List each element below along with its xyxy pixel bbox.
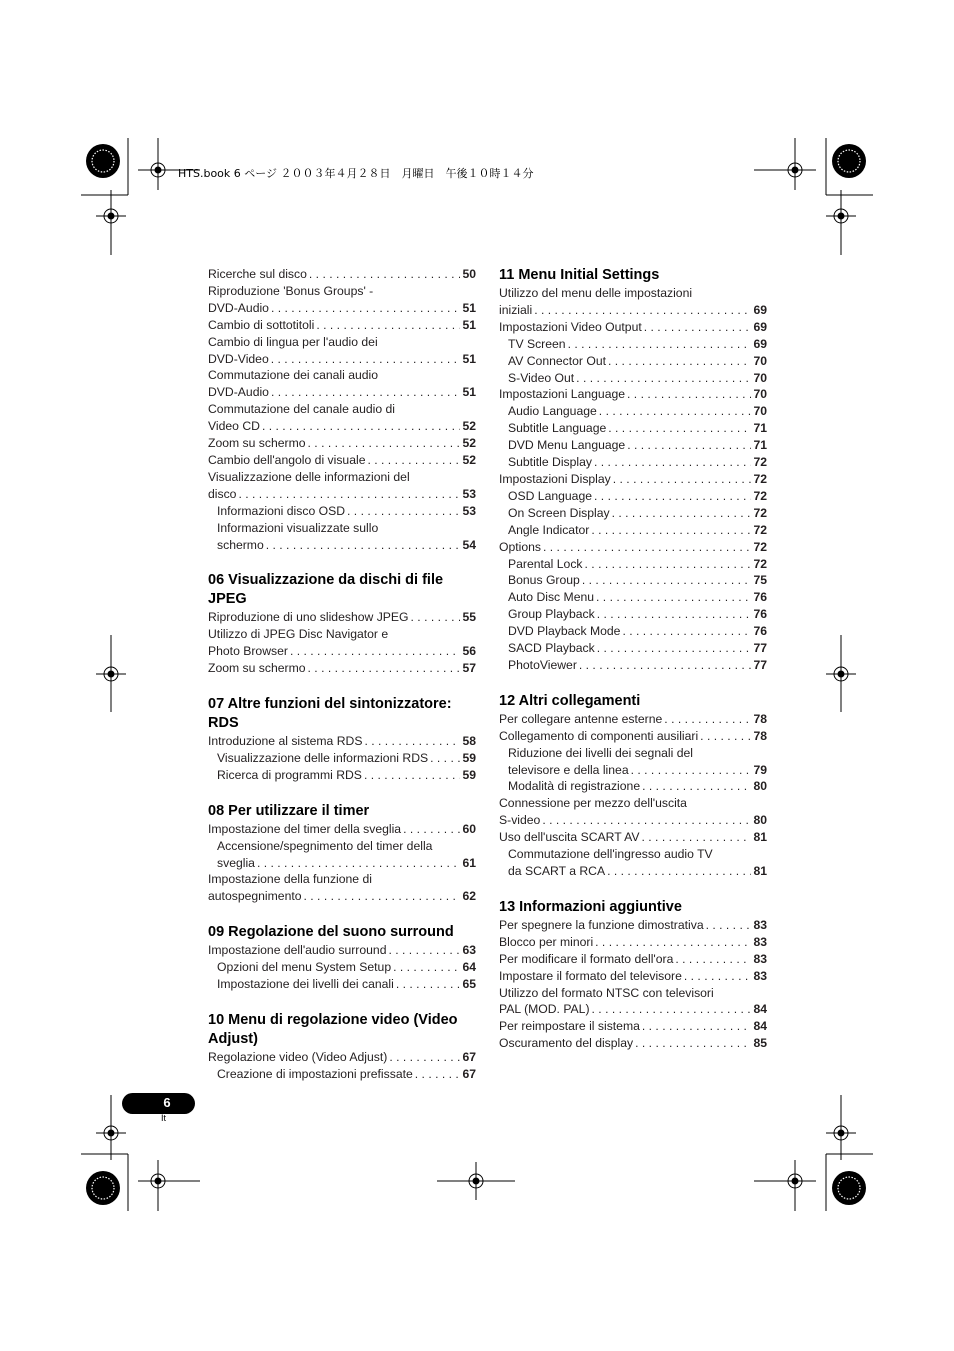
toc-entry-title: PhotoViewer bbox=[508, 657, 577, 672]
toc-entry[interactable] bbox=[208, 609, 476, 626]
toc-entry-line: Riduzione dei livelli dei segnali del bbox=[508, 745, 693, 760]
toc-entry-line: Connessione per mezzo dell'uscita bbox=[499, 796, 687, 811]
toc-entry-title: Cambio di sottotitoli bbox=[208, 317, 315, 332]
toc-entry-title: PAL (MOD. PAL) bbox=[499, 1002, 590, 1017]
section-heading: 13 Informazioni aggiuntive bbox=[499, 898, 682, 915]
toc-entry-title: Riproduzione di uno slideshow JPEG bbox=[208, 610, 409, 625]
toc-page-number: 79 bbox=[753, 762, 767, 777]
dot-leader bbox=[582, 572, 752, 589]
toc-entry[interactable] bbox=[499, 488, 767, 505]
toc-entry[interactable] bbox=[499, 319, 767, 336]
toc-section bbox=[208, 1011, 476, 1083]
registration-starburst-icon bbox=[832, 144, 866, 178]
toc-page-number: 70 bbox=[753, 387, 767, 402]
toc-section bbox=[499, 266, 767, 674]
dot-leader bbox=[308, 660, 461, 677]
toc-entry[interactable] bbox=[499, 386, 767, 403]
dot-leader bbox=[644, 319, 752, 336]
toc-entry[interactable] bbox=[499, 522, 767, 539]
dot-leader bbox=[594, 488, 751, 505]
toc-entry[interactable] bbox=[208, 418, 476, 435]
toc-page-number: 59 bbox=[462, 750, 476, 765]
toc-page-number: 55 bbox=[462, 610, 476, 625]
toc-entry-title: Per reimpostare il sistema bbox=[499, 1019, 640, 1034]
toc-page-number: 65 bbox=[462, 977, 476, 992]
toc-entry-title: Video CD bbox=[208, 419, 260, 434]
toc-right-column bbox=[499, 266, 767, 1052]
toc-page-number: 83 bbox=[753, 968, 767, 983]
dot-leader bbox=[304, 888, 461, 905]
dot-leader bbox=[396, 976, 461, 993]
toc-entry-title: Options bbox=[499, 539, 542, 554]
toc-page-number: 77 bbox=[753, 657, 767, 672]
toc-entry-title: DVD-Audio bbox=[208, 385, 269, 400]
toc-entry[interactable] bbox=[208, 767, 476, 784]
dot-leader bbox=[597, 640, 752, 657]
toc-entry-title: Auto Disc Menu bbox=[508, 590, 595, 605]
page-language: It bbox=[161, 1113, 167, 1123]
toc-page-number: 80 bbox=[753, 779, 767, 794]
toc-entry-title: Zoom su schermo bbox=[208, 436, 306, 451]
toc-entry[interactable] bbox=[499, 302, 767, 319]
toc-entry-title: Bonus Group bbox=[508, 573, 580, 588]
toc-page-number: 67 bbox=[462, 1066, 476, 1081]
dot-leader bbox=[347, 503, 460, 520]
toc-page-number: 72 bbox=[753, 471, 767, 486]
toc-section bbox=[208, 266, 476, 553]
toc-page-number: 80 bbox=[753, 813, 767, 828]
toc-page-number: 54 bbox=[462, 537, 476, 552]
toc-page-number: 78 bbox=[753, 728, 767, 743]
toc-entry[interactable] bbox=[499, 762, 767, 779]
dot-leader bbox=[635, 1035, 751, 1052]
toc-page-number: 67 bbox=[462, 1050, 476, 1064]
toc-entry[interactable] bbox=[499, 454, 767, 471]
dot-leader bbox=[664, 711, 751, 728]
toc-entry-title: DVD-Video bbox=[208, 351, 269, 366]
toc-entry-title: iniziali bbox=[499, 302, 533, 317]
toc-entry[interactable] bbox=[499, 812, 767, 829]
dot-leader bbox=[591, 522, 751, 539]
toc-page-number: 69 bbox=[753, 319, 767, 334]
toc-entry-line: Utilizzo di JPEG Disc Navigator e bbox=[208, 627, 389, 642]
toc-entry[interactable] bbox=[208, 452, 476, 469]
toc-page-number: 72 bbox=[753, 488, 767, 503]
dot-leader bbox=[631, 762, 752, 779]
toc-entry[interactable] bbox=[208, 959, 476, 976]
toc-entry-title: Oscuramento del display bbox=[499, 1036, 634, 1051]
toc-entry[interactable] bbox=[499, 556, 767, 573]
toc-page-number: 51 bbox=[462, 351, 476, 366]
toc-page-number: 51 bbox=[462, 385, 476, 400]
toc-entry[interactable] bbox=[499, 420, 767, 437]
section-heading: 10 Menu di regolazione video (Video Adjust) bbox=[208, 1012, 458, 1047]
toc-entry-title: Impostazioni Video Output bbox=[499, 319, 642, 334]
toc-entry[interactable] bbox=[499, 437, 767, 454]
toc-section bbox=[208, 923, 476, 993]
toc-entry[interactable] bbox=[499, 711, 767, 728]
toc-entry-title: DVD Playback Mode bbox=[508, 624, 621, 639]
dot-leader bbox=[308, 435, 461, 452]
toc-entry[interactable] bbox=[499, 728, 767, 745]
dot-leader bbox=[599, 403, 752, 420]
toc-page-number: 70 bbox=[753, 353, 767, 368]
toc-entry[interactable] bbox=[499, 589, 767, 606]
dot-leader bbox=[389, 1049, 460, 1066]
toc-entry[interactable] bbox=[499, 778, 767, 795]
registration-starburst-icon bbox=[86, 144, 120, 178]
toc-entry-line: Commutazione del canale audio di bbox=[208, 402, 395, 417]
toc-entry-title: Creazione di impostazioni prefissate bbox=[217, 1066, 413, 1081]
toc-entry[interactable] bbox=[208, 643, 476, 660]
dot-leader bbox=[595, 934, 751, 951]
toc-entry-title: Opzioni del menu System Setup bbox=[217, 960, 392, 975]
toc-entry-title: Cambio dell'angolo di visuale bbox=[208, 452, 366, 467]
dot-leader bbox=[430, 750, 460, 767]
toc-entry-line: Utilizzo del formato NTSC con televisori bbox=[499, 985, 714, 1000]
toc-entry-title: S-video bbox=[499, 813, 541, 828]
dot-leader bbox=[316, 317, 460, 334]
dot-leader bbox=[608, 353, 751, 370]
toc-entry-title: DVD Menu Language bbox=[508, 438, 626, 453]
toc-page-number: 53 bbox=[462, 486, 476, 501]
toc-section bbox=[208, 571, 476, 677]
dot-leader bbox=[393, 959, 460, 976]
dot-leader bbox=[700, 728, 751, 745]
toc-entry-title: Per spegnere la funzione dimostrativa bbox=[499, 917, 704, 932]
toc-entry[interactable] bbox=[499, 1001, 767, 1018]
dot-leader bbox=[622, 623, 751, 640]
toc-page-number: 70 bbox=[753, 404, 767, 419]
toc-entry[interactable] bbox=[208, 855, 476, 872]
dot-leader bbox=[642, 829, 752, 846]
toc-section bbox=[499, 898, 767, 1052]
toc-entry[interactable] bbox=[208, 435, 476, 452]
toc-page-number: 53 bbox=[462, 503, 476, 518]
toc-entry-title: Introduzione al sistema RDS bbox=[208, 734, 363, 749]
toc-entry-title: da SCART a RCA bbox=[508, 864, 606, 878]
toc-entry[interactable] bbox=[499, 505, 767, 522]
toc-section bbox=[499, 692, 767, 880]
toc-entry-title: sveglia bbox=[217, 855, 255, 870]
toc-entry[interactable] bbox=[208, 351, 476, 368]
dot-leader bbox=[271, 300, 460, 317]
dot-leader bbox=[706, 917, 752, 934]
toc-entry-title: On Screen Display bbox=[508, 505, 610, 520]
toc-page-number: 61 bbox=[462, 855, 476, 870]
toc-entry[interactable] bbox=[208, 888, 476, 905]
toc-page-number: 72 bbox=[753, 455, 767, 470]
toc-left-column bbox=[208, 266, 476, 1083]
toc-page-number: 51 bbox=[462, 300, 476, 315]
dot-leader bbox=[608, 420, 751, 437]
dot-leader bbox=[579, 657, 752, 674]
toc-entry[interactable] bbox=[499, 606, 767, 623]
toc-entry-line: Utilizzo del menu delle impostazioni bbox=[499, 286, 693, 300]
section-heading: 09 Regolazione del suono surround bbox=[208, 924, 454, 941]
toc-entry[interactable] bbox=[208, 266, 476, 283]
toc-entry[interactable] bbox=[499, 1018, 767, 1035]
toc-entry[interactable] bbox=[499, 370, 767, 387]
toc-page-number: 64 bbox=[462, 960, 476, 975]
toc-page-number: 71 bbox=[753, 421, 767, 436]
toc-page-number: 72 bbox=[753, 522, 767, 537]
toc-entry-line: Commutazione dei canali audio bbox=[208, 368, 379, 383]
dot-leader bbox=[542, 812, 751, 829]
toc-section bbox=[208, 802, 476, 906]
toc-entry[interactable] bbox=[499, 403, 767, 420]
toc-page-number: 52 bbox=[462, 452, 476, 467]
toc-entry-title: Angle Indicator bbox=[508, 522, 590, 537]
dot-leader bbox=[238, 486, 460, 503]
dot-leader bbox=[534, 302, 751, 319]
toc-page-number: 50 bbox=[462, 267, 476, 281]
toc-entry[interactable] bbox=[208, 976, 476, 993]
toc-page-number: 72 bbox=[753, 505, 767, 520]
toc-entry[interactable] bbox=[499, 640, 767, 657]
toc-entry-title: Zoom su schermo bbox=[208, 661, 306, 676]
toc-entry[interactable] bbox=[208, 503, 476, 520]
toc-entry[interactable] bbox=[208, 821, 476, 838]
toc-page-number: 62 bbox=[462, 889, 476, 904]
dot-leader bbox=[403, 821, 460, 838]
dot-leader bbox=[627, 437, 751, 454]
toc-entry-title: Ricerche sul disco bbox=[208, 267, 307, 281]
dot-leader bbox=[367, 452, 460, 469]
toc-entry-title: Impostazione dell'audio surround bbox=[208, 943, 387, 958]
toc-page-number: 70 bbox=[753, 370, 767, 385]
dot-leader bbox=[592, 1001, 752, 1018]
toc-entry-title: Impostazione del timer della sveglia bbox=[208, 821, 402, 836]
toc-entry-title: Impostazioni Language bbox=[499, 387, 626, 402]
toc-page-number: 58 bbox=[462, 734, 476, 749]
toc-entry-title: Subtitle Language bbox=[508, 421, 607, 436]
section-heading: 11 Menu Initial Settings bbox=[499, 267, 660, 283]
toc-entry-title: Ricerca di programmi RDS bbox=[217, 767, 362, 782]
toc-entry-line: Commutazione dell'ingresso audio TV bbox=[508, 847, 713, 862]
toc-page-number: 71 bbox=[753, 438, 767, 453]
toc-entry-title: Per collegare antenne esterne bbox=[499, 711, 663, 726]
dot-leader bbox=[266, 537, 461, 554]
section-heading: 08 Per utilizzare il timer bbox=[208, 802, 370, 819]
dot-leader bbox=[364, 767, 461, 784]
dot-leader bbox=[596, 589, 751, 606]
toc-entry-line: Visualizzazione delle informazioni del bbox=[208, 469, 410, 484]
dot-leader bbox=[257, 855, 461, 872]
toc-page-number: 59 bbox=[462, 767, 476, 782]
toc-page-number: 78 bbox=[753, 711, 767, 726]
toc-entry-title: Regolazione video (Video Adjust) bbox=[208, 1050, 388, 1064]
toc-page-number: 57 bbox=[462, 661, 476, 676]
dot-leader bbox=[271, 384, 460, 401]
toc-entry[interactable] bbox=[499, 829, 767, 846]
toc-entry-line: Impostazione della funzione di bbox=[208, 872, 372, 887]
dot-leader bbox=[415, 1066, 461, 1083]
toc-entry-line: Informazioni visualizzate sullo bbox=[217, 520, 379, 535]
toc-entry[interactable] bbox=[499, 623, 767, 640]
toc-page-number: 85 bbox=[753, 1036, 767, 1051]
toc-entry-title: OSD Language bbox=[508, 488, 593, 503]
toc-entry[interactable] bbox=[499, 917, 767, 934]
toc-page-number: 56 bbox=[462, 644, 476, 659]
toc-entry-title: AV Connector Out bbox=[508, 353, 606, 368]
dot-leader bbox=[597, 606, 752, 623]
section-heading: 12 Altri collegamenti bbox=[499, 692, 641, 709]
toc-entry[interactable] bbox=[208, 317, 476, 334]
toc-entry-line: Cambio di lingua per l'audio dei bbox=[208, 334, 378, 349]
toc-page-number: 81 bbox=[753, 830, 767, 845]
toc-page-number: 69 bbox=[753, 302, 767, 317]
dot-leader bbox=[684, 968, 752, 985]
toc-page-number: 60 bbox=[462, 821, 476, 836]
toc-entry[interactable] bbox=[499, 657, 767, 674]
toc-entry-title: Uso dell'uscita SCART AV bbox=[499, 830, 640, 845]
dot-leader bbox=[290, 643, 461, 660]
toc-page-number: 52 bbox=[462, 436, 476, 451]
dot-leader bbox=[364, 733, 460, 750]
toc-entry-title: Parental Lock bbox=[508, 556, 583, 571]
toc-entry[interactable] bbox=[208, 384, 476, 401]
toc-page-number: 83 bbox=[753, 934, 767, 949]
dot-leader bbox=[594, 454, 751, 471]
dot-leader bbox=[612, 505, 752, 522]
toc-page-number: 63 bbox=[462, 943, 476, 958]
page-number: 6 bbox=[163, 1095, 171, 1110]
toc-page-number: 77 bbox=[753, 641, 767, 656]
toc-entry-line: Accensione/spegnimento del timer della bbox=[217, 838, 433, 853]
toc-page-number: 83 bbox=[753, 917, 767, 932]
toc-entry[interactable] bbox=[499, 336, 767, 353]
dot-leader bbox=[675, 951, 751, 968]
print-header: HTS.book 6 ページ ２００３年４月２８日 月曜日 午後１０時１４分 bbox=[178, 167, 534, 180]
toc-entry-title: televisore e della linea bbox=[508, 762, 629, 777]
toc-entry[interactable] bbox=[499, 572, 767, 589]
toc-entry-title: DVD-Audio bbox=[208, 300, 269, 315]
toc-entry-title: Subtitle Display bbox=[508, 455, 592, 470]
toc-page-number: 76 bbox=[753, 607, 767, 622]
toc-entry[interactable] bbox=[208, 733, 476, 750]
toc-entry[interactable] bbox=[208, 1049, 476, 1066]
dot-leader bbox=[271, 351, 461, 368]
toc-entry[interactable] bbox=[208, 660, 476, 677]
toc-entry-title: S-Video Out bbox=[508, 370, 575, 385]
toc-entry-title: Per modificare il formato dell'ora bbox=[499, 951, 674, 966]
toc-page-number: 52 bbox=[462, 419, 476, 434]
toc-entry-title: schermo bbox=[217, 537, 264, 552]
toc-entry-title: SACD Playback bbox=[508, 641, 595, 656]
dot-leader bbox=[585, 556, 752, 573]
toc-page-number: 75 bbox=[753, 573, 767, 588]
page-number-badge bbox=[122, 1093, 195, 1114]
toc-entry[interactable] bbox=[499, 1035, 767, 1052]
toc-entry[interactable] bbox=[208, 1066, 476, 1083]
dot-leader bbox=[411, 609, 461, 626]
toc-entry[interactable] bbox=[499, 934, 767, 951]
dot-leader bbox=[543, 539, 751, 556]
toc-page-number: 84 bbox=[753, 1002, 767, 1017]
toc-page-number: 72 bbox=[753, 556, 767, 571]
toc-entry[interactable] bbox=[499, 471, 767, 488]
toc-entry[interactable] bbox=[499, 539, 767, 556]
dot-leader bbox=[613, 471, 752, 488]
dot-leader bbox=[262, 418, 460, 435]
toc-entry-title: TV Screen bbox=[508, 336, 566, 351]
dot-leader bbox=[388, 942, 460, 959]
toc-page-number: 76 bbox=[753, 590, 767, 605]
registration-starburst-icon bbox=[832, 1171, 866, 1205]
toc-entry[interactable] bbox=[208, 486, 476, 503]
toc-page-number: 84 bbox=[753, 1019, 767, 1034]
dot-leader bbox=[642, 1018, 752, 1035]
toc-entry-title: Photo Browser bbox=[208, 644, 288, 659]
dot-leader bbox=[627, 386, 751, 403]
toc-entry-title: disco bbox=[208, 486, 237, 501]
toc-entry[interactable] bbox=[208, 300, 476, 317]
toc-page-number: 81 bbox=[753, 864, 767, 878]
dot-leader bbox=[568, 336, 752, 353]
toc-entry-title: Modalità di registrazione bbox=[508, 779, 641, 794]
section-heading: 06 Visualizzazione da dischi di file JPEG bbox=[208, 572, 444, 608]
dot-leader bbox=[576, 370, 751, 387]
dot-leader bbox=[607, 863, 751, 880]
toc-page-number: 72 bbox=[753, 539, 767, 554]
section-heading: 07 Altre funzioni del sintonizzatore: RDS bbox=[208, 696, 452, 732]
toc-entry[interactable] bbox=[499, 353, 767, 370]
toc-page-number: 69 bbox=[753, 336, 767, 351]
toc-entry-title: autospegnimento bbox=[208, 889, 302, 904]
toc-entry-title: Informazioni disco OSD bbox=[217, 503, 346, 518]
toc-entry[interactable] bbox=[499, 968, 767, 985]
toc-entry[interactable] bbox=[499, 951, 767, 968]
toc-entry-title: Blocco per minori bbox=[499, 934, 594, 949]
dot-leader bbox=[642, 778, 751, 795]
toc-entry-title: Audio Language bbox=[508, 404, 597, 419]
toc-section bbox=[208, 695, 476, 784]
toc-entry[interactable] bbox=[208, 750, 476, 767]
toc-entry[interactable] bbox=[499, 863, 767, 880]
toc-page-number: 51 bbox=[462, 317, 476, 332]
dot-leader bbox=[309, 266, 461, 283]
toc-entry-title: Impostazione dei livelli dei canali bbox=[217, 977, 394, 992]
toc-entry-title: Visualizzazione delle informazioni RDS bbox=[217, 750, 429, 765]
toc-entry-title: Impostazioni Display bbox=[499, 471, 611, 486]
registration-starburst-icon bbox=[86, 1171, 120, 1205]
toc-entry[interactable] bbox=[208, 942, 476, 959]
toc-entry-line: Riproduzione 'Bonus Groups' - bbox=[208, 283, 374, 298]
toc-page-number: 76 bbox=[753, 624, 767, 639]
toc-entry[interactable] bbox=[208, 537, 476, 554]
toc-entry-title: Collegamento di componenti ausiliari bbox=[499, 728, 699, 743]
toc-entry-title: Impostare il formato del televisore bbox=[499, 968, 682, 983]
toc-page-number: 83 bbox=[753, 951, 767, 966]
toc-entry-title: Group Playback bbox=[508, 607, 595, 622]
